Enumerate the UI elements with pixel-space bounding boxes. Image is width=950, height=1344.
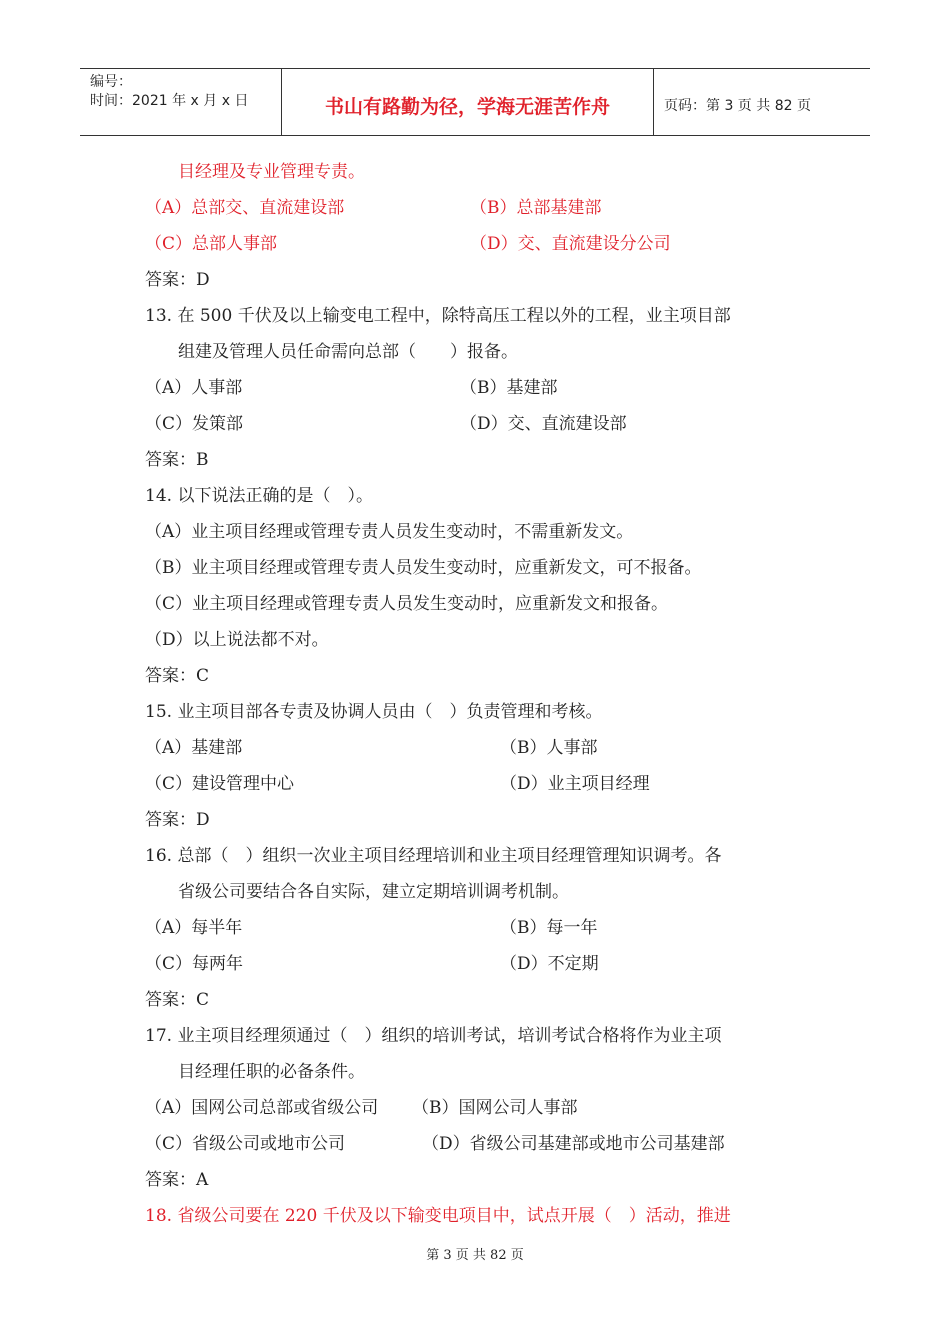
header-page-number: 页码：第 3 页 共 82 页 (664, 98, 811, 114)
q17-stem-cont: 目经理任职的必备条件。 (178, 1062, 365, 1082)
q14-answer: 答案：C (145, 666, 210, 686)
q17-answer: 答案：A (145, 1170, 209, 1190)
q12-option-a: （A）总部交、直流建设部 (145, 198, 345, 218)
doc-code-label: 编号： (90, 74, 132, 90)
q16-option-a: （A）每半年 (145, 918, 243, 938)
q14-option-c: （C）业主项目经理或管理专责人员发生变动时，应重新发文和报备。 (145, 594, 669, 614)
q17-option-a: （A）国网公司总部或省级公司 (145, 1098, 379, 1118)
page-footer: 第 3 页 共 82 页 (426, 1248, 524, 1263)
q13-stem-cont: 组建及管理人员任命需向总部（ ）报备。 (178, 342, 518, 362)
q14-option-a: （A）业主项目经理或管理专责人员发生变动时，不需重新发文。 (145, 522, 634, 542)
q12-option-b: （B）总部基建部 (470, 198, 602, 218)
q15-option-b: （B）人事部 (500, 738, 598, 758)
q14-stem: 14. 以下说法正确的是（ ）。 (145, 486, 373, 506)
q13-option-d: （D）交、直流建设部 (460, 414, 627, 434)
q13-option-a: （A）人事部 (145, 378, 243, 398)
q13-answer: 答案：B (145, 450, 209, 470)
q13-stem: 13. 在 500 千伏及以上输变电工程中，除特高压工程以外的工程，业主项目部 (145, 306, 731, 326)
q16-option-d: （D）不定期 (500, 954, 599, 974)
q16-answer: 答案：C (145, 990, 210, 1010)
q17-option-d: （D）省级公司基建部或地市公司基建部 (422, 1134, 725, 1154)
header-motto: 书山有路勤为径，学海无涯苦作舟 (282, 69, 654, 135)
q15-option-a: （A）基建部 (145, 738, 243, 758)
q15-option-d: （D）业主项目经理 (500, 774, 650, 794)
q14-option-d: （D）以上说法都不对。 (145, 630, 329, 650)
q18-stem: 18. 省级公司要在 220 千伏及以下输变电项目中，试点开展（ ）活动，推进 (145, 1206, 731, 1226)
q16-stem: 16. 总部（ ）组织一次业主项目经理培训和业主项目经理管理知识调考。各 (145, 846, 722, 866)
q15-answer: 答案：D (145, 810, 210, 830)
q16-stem-cont: 省级公司要结合各自实际，建立定期培训调考机制。 (178, 882, 569, 902)
doc-date-label: 时间：2021 年 x 月 x 日 (90, 93, 249, 109)
q15-stem: 15. 业主项目部各专责及协调人员由（ ）负责管理和考核。 (145, 702, 603, 722)
q16-option-b: （B）每一年 (500, 918, 598, 938)
q12-answer: 答案：D (145, 270, 210, 290)
q17-stem: 17. 业主项目经理须通过（ ）组织的培训考试，培训考试合格将作为业主项 (145, 1026, 722, 1046)
q12-stem-end: 目经理及专业管理专责。 (178, 162, 365, 182)
q16-option-c: （C）每两年 (145, 954, 244, 974)
q15-option-c: （C）建设管理中心 (145, 774, 295, 794)
q13-option-c: （C）发策部 (145, 414, 244, 434)
q17-option-c: （C）省级公司或地市公司 (145, 1134, 346, 1154)
q14-option-b: （B）业主项目经理或管理专责人员发生变动时，应重新发文，可不报备。 (145, 558, 702, 578)
q13-option-b: （B）基建部 (460, 378, 558, 398)
q12-option-c: （C）总部人事部 (145, 234, 278, 254)
q12-option-d: （D）交、直流建设分公司 (470, 234, 671, 254)
q17-option-b: （B）国网公司人事部 (412, 1098, 578, 1118)
